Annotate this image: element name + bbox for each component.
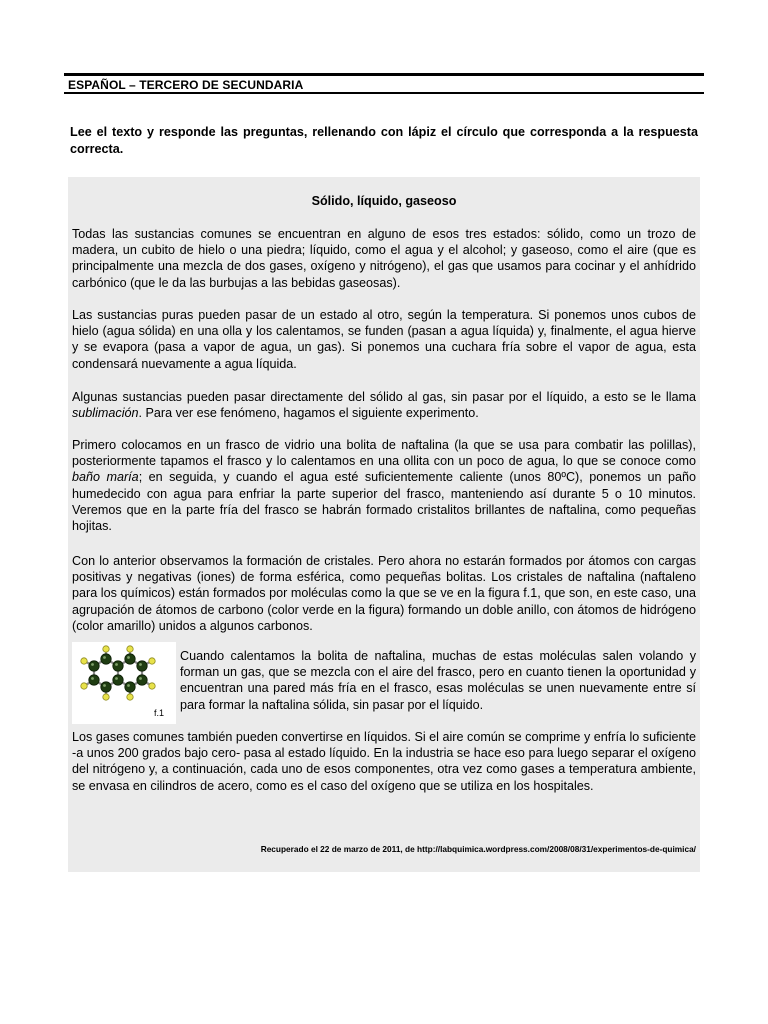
paragraph-heating: Cuando calentamos la bolita de naftalina, muchas de estas moléculas salen volando y forman un gas, que se mezcla con el aire del frasco, pero en cuanto tienen la oportunidad y encuentran una pared más fría en el frasco, esas moléculas se unen nuevamente entre sí para formar la naftalina sólida, sin pasar por el líquido. <box>180 649 696 712</box>
paragraph-text: . Para ver ese fenómeno, hagamos el siguiente experimento. <box>138 406 479 421</box>
paragraph-gases: Los gases comunes también pueden convertirse en líquidos. Si el aire común se comprime y enfría lo suficiente -a unos 200 grados bajo cero- pasa al estado líquido. En la industria se hace eso para luego separar el oxígeno del nitrógeno y, a continuación, cada uno de esos componentes, otra vez como gases a temperatura ambiente, se envasa en cilindros de acero, como es el caso del oxígeno que se utiliza en los hospitales. <box>72 730 696 793</box>
paragraph-states: Todas las sustancias comunes se encuentran en alguno de esos tres estados: sólido, como un trozo de madera, un cubito de hielo o una piedra; líquido, como el agua y el alcohol; y gaseoso, como el aire (que es principalmente una mezcla de dos gases, oxígeno y nitrógeno), el gas que usamos para cocinar y el anhídrido carbónico (que le da las burbujas a las bebidas gaseosas). <box>72 227 696 290</box>
reading-title: Sólido, líquido, gaseoso <box>311 194 457 208</box>
paragraph-text: ; en seguida, y cuando el agua esté suficientemente caliente (unos 80ºC), ponemos un paño humedecido con agua para enfriar la parte superior del frasco, manteniendo así durante 5 o 10 minutos. Veremos que en la parte fría del frasco se habrán formado cristalitos brillantes de naftalina, como pequeñas hojitas. <box>72 470 696 534</box>
figure-naphthalene <box>72 642 176 724</box>
reading-passage <box>68 177 700 872</box>
term-bano-maria: baño maría <box>72 470 139 485</box>
header-bar <box>64 73 704 94</box>
figure-label: f.1 <box>154 708 165 718</box>
instructions: Lee el texto y responde las preguntas, rellenando con lápiz el círculo que corresponda a la respuesta correcta. <box>70 125 698 156</box>
paragraph-state-changes: Las sustancias puras pueden pasar de un estado al otro, según la temperatura. Si ponemos unos cubos de hielo (agua sólida) en una olla y los calentamos, se funden (pasan a agua líquida) y, finalmente, el agua hierve y se evapora (pasa a vapor de agua, un gas). Si ponemos una cuchara fría sobre el vapor de agua, esta condensará nuevamente a agua líquida. <box>72 308 696 371</box>
page-title: ESPAÑOL – TERCERO DE SECUNDARIA <box>68 78 304 92</box>
paragraph-text: Algunas sustancias pueden pasar directamente del sólido al gas, sin pasar por el líquido, a esto se le llama <box>72 390 696 404</box>
source-citation: Recuperado el 22 de marzo de 2011, de http://labquimica.wordpress.com/2008/08/31/experimentos-de-quimica/ <box>260 844 696 854</box>
paragraph-sublimation <box>72 389 696 421</box>
paragraph-crystals: Con lo anterior observamos la formación de cristales. Pero ahora no estarán formados por átomos con cargas positivas y negativas (iones) de forma esférica, como pequeñas bolitas. Los cristales de naftalina (naftaleno para los químicos) están formados por moléculas como la que se ve en la figura f.1, que son, en este caso, una agrupación de átomos de carbono (color verde en la figura) formando un doble anillo, con átomos de hidrógeno (color amarillo) unidos a algunos carbonos. <box>72 554 696 633</box>
paragraph-text: Primero colocamos en un frasco de vidrio una bolita de naftalina (la que se usa para combatir las polillas), posteriormente tapamos el frasco y lo calentamos en una ollita con un poco de agua, lo que se conoce como <box>72 438 696 469</box>
term-sublimation: sublimación <box>72 406 139 421</box>
paragraph-experiment <box>72 437 696 534</box>
